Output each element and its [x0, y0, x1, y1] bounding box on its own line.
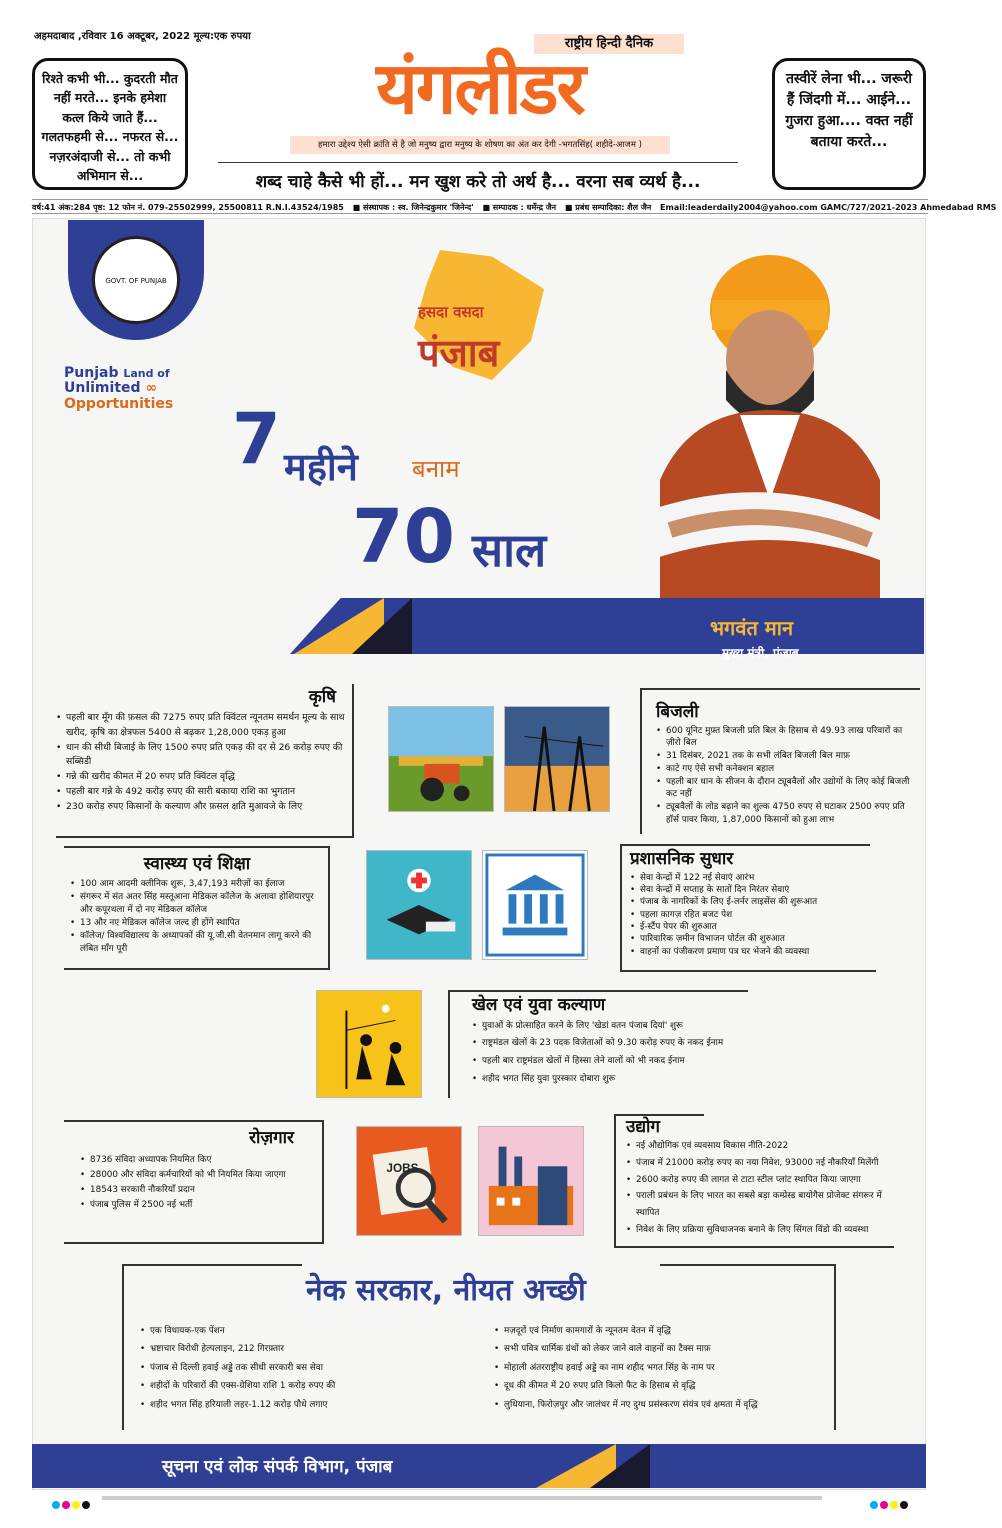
- list-item: • पहली बार राष्ट्रमंडल खेलों में हिस्सा लेने वालों को भी नकद ईनाम: [472, 1053, 772, 1071]
- list-item: • 8736 संविदा अध्यापक नियमित किए: [80, 1153, 310, 1168]
- list-item: • लुधियाना, फिरोज़पुर और जालंधर में नए दुग्ध प्रसंस्करण संयंत्र एवं क्षमता में वृद्धि: [494, 1396, 828, 1414]
- black-dot-icon: [82, 1501, 90, 1509]
- section-title: स्वास्थ्य एवं शिक्षा: [143, 854, 251, 874]
- list-item: • पंजाब के नागरिकों के लिए ई-लर्नर लाइसेंस की शुरूआत: [630, 896, 880, 908]
- headline-70: 70: [352, 494, 455, 580]
- cm-title: मुख्य मंत्री, पंजाब: [722, 646, 799, 660]
- tagline-top: राष्ट्रीय हिन्दी दैनिक: [534, 34, 684, 54]
- jobs-newspaper-illustration-icon: [356, 1126, 462, 1236]
- info-manager: ■ प्रबंध सम्पादिका: शैल जैन: [564, 203, 652, 212]
- list-item: • 100 आम आदमी क्लीनिक शुरू, 3,47,193 मरीज़ों का ईलाज: [70, 878, 324, 891]
- magenta-dot-icon: [62, 1501, 70, 1509]
- divider: [64, 1120, 324, 1122]
- divider: [64, 846, 330, 848]
- section-swasthya: [70, 852, 324, 957]
- list-item: • 600 यूनिट मुफ़्त बिजली प्रति बिल के हिसाब से 49.93 लाख परिवारों का ज़ीरो बिल: [656, 725, 912, 751]
- industry-factory-illustration-icon: [478, 1126, 584, 1236]
- divider: [614, 1246, 894, 1248]
- list-item: • पंजाब में 21000 करोड़ रुपए का नया निवेश, 93000 नई नौकरियाँ मिलेंगी: [626, 1155, 902, 1172]
- info-editor: ■ सम्पादक : धर्मेन्द्र जैन: [482, 203, 557, 212]
- divider: [448, 990, 450, 1098]
- quote-left: रिश्ते कभी भी... कुदरती मौत नहीं मरते... इनके हमेशा कत्ल किये जाते हैं... गलतफहमी से... नफरत से... नज़रअंदाजी से... तो कभी अभिमान से...: [32, 58, 188, 190]
- magenta-dot-icon: [880, 1501, 888, 1509]
- divider: [448, 990, 748, 992]
- punjab-heading: पंजाब: [418, 331, 500, 375]
- info-email: Email:leaderdaily2004@yahoo.com GAMC/727/2021-2023 Ahmedabad RMS: [660, 203, 997, 212]
- quote-right: तस्वीरें लेना भी... जरूरी हैं जिंदगी में... आईने... गुजरा हुआ.... वक्त नहीं बताया करते...: [772, 58, 926, 190]
- nek-list-left: [140, 1322, 480, 1414]
- section-bijli: [656, 700, 912, 827]
- section-title: रोज़गार: [249, 1128, 294, 1148]
- list-item: • पहली बार मूँग की फ़सल की 7275 रुपए प्रति क्विंटल न्यूनतम समर्थन मूल्य के साथ खरीद, कृषि का क्षेत्रफल 5400 से बढ़कर 1,28,000 एकड़ हुआ: [56, 711, 356, 740]
- divider: [660, 1264, 836, 1266]
- jobs-label: JOBS: [386, 1162, 419, 1176]
- list-item: • संगरूर में संत अतर सिंह मस्तूआना मेडिकल कॉलेज के अलावा होशियारपुर और कपूरथला में दो नए मेडिकल कॉलेज: [70, 891, 324, 917]
- list-item: • सभी पवित्र धार्मिक ग्रंथों को लेकर जाने वाले वाहनों का टैक्स माफ़: [494, 1340, 828, 1358]
- registration-marks: [52, 1494, 92, 1500]
- emblem-text: GOVT. OF PUNJAB: [105, 277, 167, 285]
- list-item: • पहला कागज़ रहित बजट पेश: [630, 909, 880, 921]
- divider: [834, 1264, 836, 1430]
- cm-name: भगवंत मान: [710, 616, 794, 640]
- divider: [322, 1120, 324, 1244]
- section-krishi: [56, 684, 356, 814]
- list-item: • पहली बार गन्ने के 492 करोड़ रुपए की सारी बकाया राशि का भुगतान: [56, 785, 356, 800]
- power-tower-illustration-icon: [504, 706, 610, 812]
- section-title: बिजली: [656, 702, 699, 722]
- brand-land-of: Land of: [123, 367, 170, 380]
- section-title: कृषि: [308, 687, 336, 707]
- divider: [620, 844, 870, 846]
- info-bar: [32, 199, 997, 214]
- list-item: • काटे गए ऐसे सभी कनेक्शन बहाल: [656, 763, 912, 776]
- list-item: • युवाओं के प्रोत्साहित करने के लिए 'खेडां वतन पंजाब दियां' शुरू: [472, 1018, 772, 1036]
- section-rozgar: [80, 1124, 310, 1213]
- list-item: • शहीद भगत सिंह हरियाली लहर-1.12 करोड़ पौधे लगाए: [140, 1396, 480, 1414]
- list-item: • सेवा केन्द्रों में 122 नई सेवाएं आरंभ: [630, 872, 880, 884]
- motto: शब्द चाहे कैसे भी हों... मन खुश करे तो अर्थ है... वरना सब व्यर्थ है...: [218, 162, 738, 192]
- mission-statement: हमारा उद्देश्य ऐसी क्रांति से है जो मनुष्य द्वारा मनुष्य के शोषण का अंत कर देगी -भगतसिंह( शहीदे-आजम ): [290, 136, 670, 154]
- list-item: • 18543 सरकारी नौकरियाँ प्रदान: [80, 1183, 310, 1198]
- divider: [352, 684, 354, 838]
- list-item: • कॉलेज/ विश्वविद्यालय के अध्यापकों की यू.जी.सी वेतनमान लागू करने की लंबित माँग पूरी: [70, 930, 324, 956]
- divider: [64, 968, 330, 970]
- info-reg: वर्ष:41 अंक:284 पृष्ठ: 12 फोन नं. 079-25502999, 25500811 R.N.I.43524/1985: [32, 203, 344, 212]
- newspaper-logo: यंगलीडर: [376, 46, 584, 130]
- brand-punjab: Punjab: [64, 365, 119, 381]
- list-item: • एक विधायक-एक पेंशन: [140, 1322, 480, 1340]
- list-item: • पराली प्रबंधन के लिए भारत का सबसे बड़ा कम्प्रेस्ड बायोगैस प्रोजेक्ट संगरूर में स्थापित: [626, 1188, 902, 1221]
- list-item: • पारिवारिक ज़मीन विभाजन पोर्टल की शुरुआत: [630, 933, 880, 945]
- list-item: • धान की सीधी बिजाई के लिए 1500 रुपए प्रति एकड़ की दर से 26 करोड़ रुपए की सब्सिडी: [56, 741, 356, 770]
- nek-sarkar-heading: नेक सरकार, नीयत अच्छी: [306, 1273, 586, 1308]
- list-item: • 31 दिसंबर, 2021 तक के सभी लंबित बिजली बिल माफ़: [656, 750, 912, 763]
- list-item: • गन्ने की खरीद कीमत में 20 रुपए प्रति क्विंटल वृद्धि: [56, 770, 356, 785]
- list-item: • भ्रष्टाचार विरोधी हेल्पलाइन, 212 गिरफ़्तार: [140, 1340, 480, 1358]
- headline-mahine: महीने: [284, 445, 358, 489]
- cyan-dot-icon: [52, 1501, 60, 1509]
- section-udyog: [626, 1116, 902, 1238]
- divider: [640, 688, 920, 690]
- list-item: • 13 और नए मेडिकल कॉलेज जल्द ही होंगे स्थापित: [70, 917, 324, 930]
- list-item: • निवेश के लिए प्रक्रिया सुविधाजनक बनाने के लिए सिंगल विंडो की व्यवस्था: [626, 1222, 902, 1239]
- black-dot-icon: [900, 1501, 908, 1509]
- list-item: • शहीद भगत सिंह युवा पुरस्कार दोबारा शुरू: [472, 1071, 772, 1089]
- headline-7: 7: [232, 398, 281, 480]
- list-item: • सेवा केन्द्रों में सप्ताह के सातों दिन निरंतर सेवाएं: [630, 884, 880, 896]
- list-item: • ट्यूबवैलों के लोड बढ़ाने का शुल्क 4750 रुपए से घटाकर 2500 रुपए प्रति हॉर्स पावर किया, 1,87,000 किसानों को हुआ लाभ: [656, 801, 912, 827]
- list-item: • 28000 और संविदा कर्मचारियों को भी नियमित किया जाएगा: [80, 1168, 310, 1183]
- hasda-vasda: हसदा वसदा: [418, 303, 484, 321]
- list-item: • 2600 करोड़ रुपए की लागत से टाटा स्टील प्लांट स्थापित किया जाएगा: [626, 1172, 902, 1189]
- health-education-illustration-icon: [366, 850, 472, 960]
- headline-saal: साल: [472, 523, 547, 577]
- footer-department: सूचना एवं लोक संपर्क विभाग, पंजाब: [162, 1457, 393, 1477]
- list-item: • 230 करोड़ रुपए किसानों के कल्याण और फ़सल क्षति मुआवजे के लिए: [56, 800, 356, 815]
- headline-banam: बनाम: [412, 455, 460, 483]
- list-item: • वाहनों का पंजीकरण प्रमाण पत्र घर भेजने की व्यवस्था: [630, 946, 880, 958]
- section-prashasanik: [630, 848, 880, 958]
- divider: [614, 1114, 616, 1248]
- tractor-illustration-icon: [388, 706, 494, 812]
- nek-list-right: [494, 1322, 828, 1414]
- list-item: • शहीदों के परिवारों की एक्स-ग्रेशिया राशि 1 करोड़ रुपए की: [140, 1377, 480, 1395]
- section-khel: [472, 994, 772, 1088]
- cm-portrait-icon: [630, 240, 890, 610]
- info-founder: ■ संस्थापक : स्व. जिनेन्द्रकुमार 'जिनेन्द': [352, 203, 474, 212]
- divider: [122, 1264, 302, 1266]
- cyan-dot-icon: [870, 1501, 878, 1509]
- punjab-brand-logo: [64, 366, 214, 412]
- list-item: • पंजाब से दिल्ली हवाई अड्डे तक सीधी सरकारी बस सेवा: [140, 1359, 480, 1377]
- brand-unlimited: Unlimited: [64, 380, 141, 397]
- dateline: अहमदाबाद ,रविवार 16 अक्टूबर, 2022 मूल्य:एक रुपया: [34, 31, 251, 42]
- list-item: • पंजाब पुलिस में 2500 नई भर्ती: [80, 1198, 310, 1213]
- divider: [122, 1264, 124, 1430]
- sports-illustration-icon: [316, 990, 422, 1098]
- emblem-seal-icon: [92, 236, 180, 324]
- yellow-dot-icon: [72, 1501, 80, 1509]
- divider: [56, 836, 354, 838]
- section-title: खेल एवं युवा कल्याण: [472, 995, 606, 1015]
- list-item: • मज़दूरों एवं निर्माण कामगारों के न्यूनतम वेतन में वृद्धि: [494, 1322, 828, 1340]
- divider: [620, 844, 622, 972]
- brand-opportunities: Opportunities: [64, 395, 174, 412]
- list-item: • मोहाली अंतरराष्ट्रीय हवाई अड्डे का नाम शहीद भगत सिंह के नाम पर: [494, 1359, 828, 1377]
- section-title: प्रशासनिक सुधार: [630, 849, 734, 869]
- divider: [328, 846, 330, 970]
- yellow-dot-icon: [890, 1501, 898, 1509]
- list-item: • नई औद्योगिक एवं व्यवसाय विकास नीति-2022: [626, 1138, 902, 1155]
- list-item: • पहली बार धान के सीजन के दौरान ट्यूबवैलों और उद्योगों के लिए कोई बिजली कट नहीं: [656, 776, 912, 802]
- divider: [64, 1242, 324, 1244]
- registration-bar: [102, 1496, 822, 1500]
- registration-marks-right: [870, 1494, 910, 1500]
- government-building-icon: [482, 850, 588, 960]
- list-item: • दूध की कीमत में 20 रुपए प्रति किलो फैट के हिसाब से वृद्धि: [494, 1377, 828, 1395]
- section-title: उद्योग: [626, 1117, 660, 1137]
- divider: [620, 970, 876, 972]
- infinity-icon: ∞: [145, 380, 158, 397]
- divider: [640, 688, 642, 834]
- list-item: • ई-स्टैंप पेपर की शुरुआत: [630, 921, 880, 933]
- list-item: • राष्ट्रमंडल खेलों के 23 पदक विजेताओं को 9.30 करोड़ रुपए के नकद ईनाम: [472, 1035, 772, 1053]
